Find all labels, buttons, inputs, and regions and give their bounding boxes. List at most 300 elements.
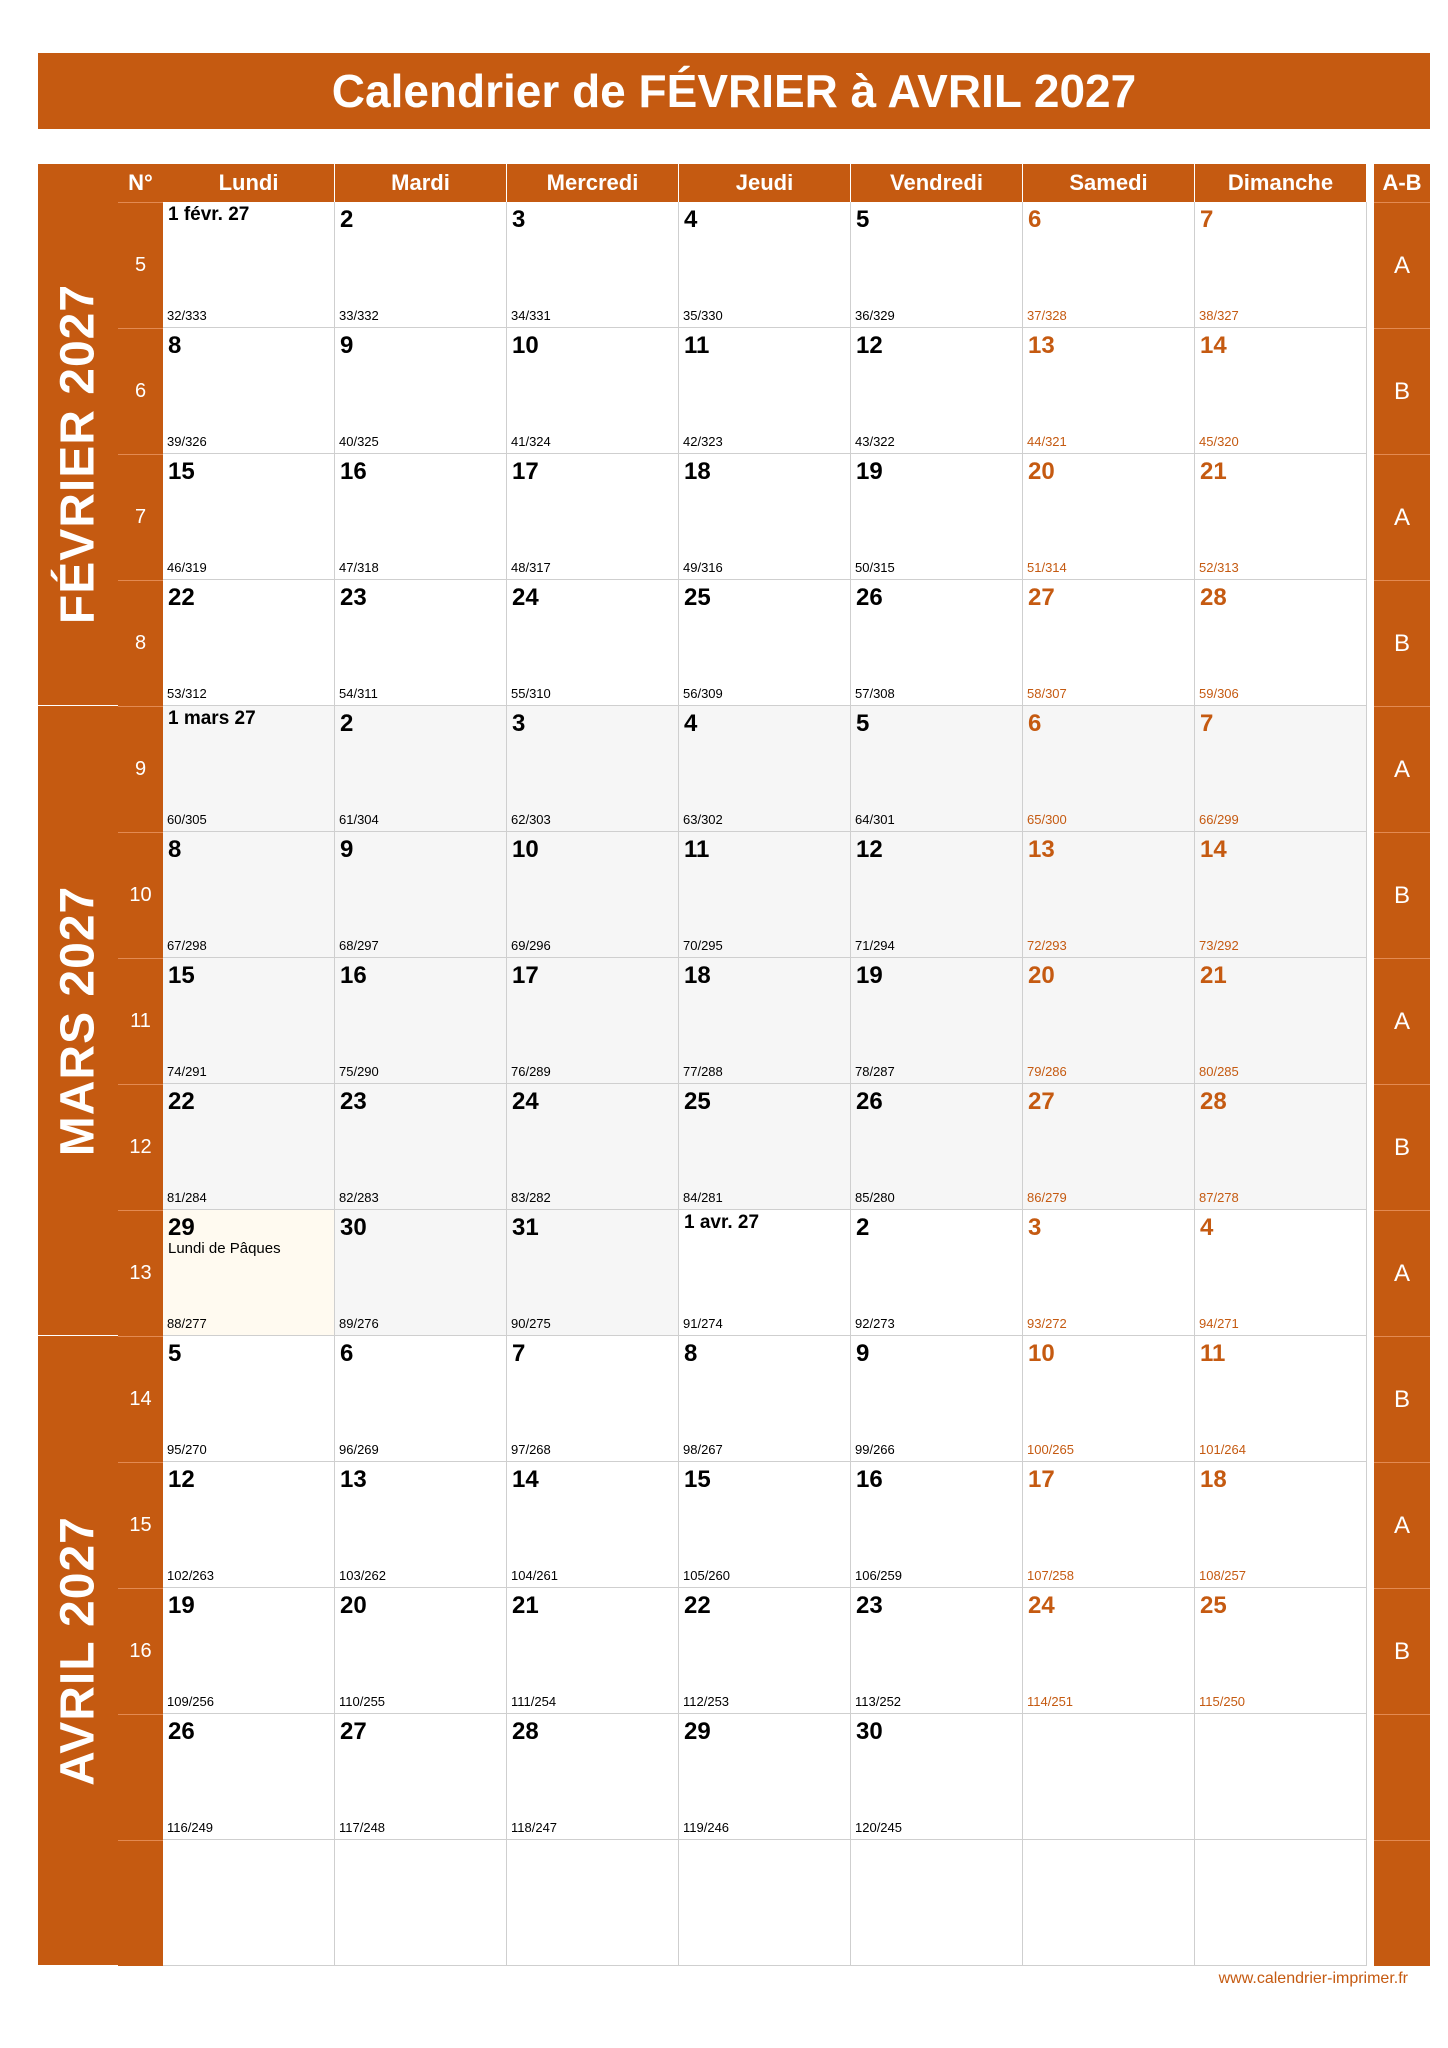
week-ab-label: B: [1374, 328, 1430, 454]
day-cell[interactable]: [679, 958, 851, 1084]
day-number: 18: [684, 458, 711, 485]
day-cell[interactable]: [1023, 1336, 1195, 1462]
day-cell[interactable]: [851, 202, 1023, 328]
day-number: 27: [1028, 1088, 1055, 1115]
day-number: 1 févr. 27: [168, 204, 250, 225]
day-of-year-count: 59/306: [1199, 686, 1239, 701]
day-cell[interactable]: [335, 580, 507, 706]
day-cell[interactable]: [163, 1336, 335, 1462]
day-cell[interactable]: [163, 1084, 335, 1210]
day-cell[interactable]: [335, 1714, 507, 1840]
day-number: 18: [684, 962, 711, 989]
day-of-year-count: 43/322: [855, 434, 895, 449]
day-number: 16: [340, 962, 367, 989]
day-cell[interactable]: [679, 1084, 851, 1210]
header-corner: [38, 164, 118, 202]
day-of-year-count: 46/319: [167, 560, 207, 575]
header-day-1: Lundi: [163, 164, 335, 202]
day-of-year-count: 58/307: [1027, 686, 1067, 701]
day-cell[interactable]: [507, 958, 679, 1084]
day-cell[interactable]: [1195, 1462, 1367, 1588]
day-number: 28: [1200, 1088, 1227, 1115]
day-of-year-count: 105/260: [683, 1568, 730, 1583]
day-cell[interactable]: [851, 328, 1023, 454]
day-cell[interactable]: [1195, 580, 1367, 706]
day-of-year-count: 35/330: [683, 308, 723, 323]
week-number: 12: [118, 1084, 163, 1210]
day-number: 6: [340, 1340, 354, 1367]
week-number: 8: [118, 580, 163, 706]
day-of-year-count: 72/293: [1027, 938, 1067, 953]
day-of-year-count: 85/280: [855, 1190, 895, 1205]
day-cell[interactable]: [335, 706, 507, 832]
day-number: 30: [340, 1214, 367, 1241]
header-day-4: Jeudi: [679, 164, 851, 202]
day-number: 24: [512, 1088, 539, 1115]
day-number: 13: [340, 1466, 367, 1493]
day-number: 22: [168, 584, 195, 611]
day-number: 14: [1200, 332, 1227, 359]
day-number: 21: [1200, 458, 1227, 485]
day-number: 6: [1028, 710, 1042, 737]
week-ab-label: B: [1374, 832, 1430, 958]
day-number: 19: [168, 1592, 195, 1619]
day-number: 29: [168, 1214, 195, 1241]
day-cell[interactable]: [679, 328, 851, 454]
day-number: 12: [168, 1466, 195, 1493]
day-number: 20: [340, 1592, 367, 1619]
day-number: 26: [168, 1718, 195, 1745]
day-cell[interactable]: [1023, 202, 1195, 328]
day-number: 1 avr. 27: [684, 1212, 760, 1233]
day-of-year-count: 62/303: [511, 812, 551, 827]
day-cell[interactable]: [1195, 1588, 1367, 1714]
day-of-year-count: 77/288: [683, 1064, 723, 1079]
day-cell[interactable]: [335, 1840, 507, 1966]
day-number: 26: [856, 584, 883, 611]
day-cell[interactable]: [335, 958, 507, 1084]
day-number: 22: [168, 1088, 195, 1115]
day-number: 7: [512, 1340, 526, 1367]
day-of-year-count: 104/261: [511, 1568, 558, 1583]
week-number: 6: [118, 328, 163, 454]
day-of-year-count: 116/249: [167, 1820, 214, 1835]
day-of-year-count: 49/316: [683, 560, 723, 575]
day-number: 3: [512, 710, 526, 737]
day-cell[interactable]: [507, 1336, 679, 1462]
day-cell[interactable]: [679, 1840, 851, 1966]
day-cell[interactable]: [1023, 1084, 1195, 1210]
week-number: 15: [118, 1462, 163, 1588]
header-day-6: Samedi: [1023, 164, 1195, 202]
day-of-year-count: 79/286: [1027, 1064, 1067, 1079]
day-of-year-count: 87/278: [1199, 1190, 1239, 1205]
day-number: 26: [856, 1088, 883, 1115]
week-ab-label: A: [1374, 958, 1430, 1084]
day-cell[interactable]: [335, 1210, 507, 1336]
day-of-year-count: 83/282: [511, 1190, 551, 1205]
day-cell[interactable]: [1195, 958, 1367, 1084]
day-number: 5: [168, 1340, 182, 1367]
day-number: 25: [684, 584, 711, 611]
day-number: 10: [512, 332, 539, 359]
day-cell[interactable]: [679, 1210, 851, 1336]
day-number: 13: [1028, 332, 1055, 359]
header-ab: A-B: [1374, 164, 1430, 202]
month-label-3: [38, 1336, 118, 1966]
day-number: 15: [168, 458, 195, 485]
day-cell[interactable]: [1023, 1588, 1195, 1714]
day-number: 24: [1028, 1592, 1055, 1619]
day-cell[interactable]: [163, 832, 335, 958]
day-number: 30: [856, 1718, 883, 1745]
day-number: 4: [684, 206, 698, 233]
day-cell[interactable]: [507, 1588, 679, 1714]
day-number: 16: [856, 1466, 883, 1493]
day-of-year-count: 51/314: [1027, 560, 1067, 575]
week-ab-label: B: [1374, 1588, 1430, 1714]
day-number: 10: [512, 836, 539, 863]
month-label-2: [38, 706, 118, 1336]
day-of-year-count: 42/323: [683, 434, 723, 449]
day-number: 14: [512, 1466, 539, 1493]
header-day-5: Vendredi: [851, 164, 1023, 202]
day-cell[interactable]: [679, 1336, 851, 1462]
day-cell[interactable]: [851, 580, 1023, 706]
day-cell[interactable]: [679, 1714, 851, 1840]
day-of-year-count: 38/327: [1199, 308, 1239, 323]
day-cell[interactable]: [507, 1084, 679, 1210]
day-of-year-count: 36/329: [855, 308, 895, 323]
day-number: 9: [340, 332, 354, 359]
day-of-year-count: 34/331: [511, 308, 551, 323]
day-number: 17: [512, 458, 539, 485]
day-of-year-count: 66/299: [1199, 812, 1239, 827]
day-of-year-count: 74/291: [167, 1064, 207, 1079]
day-of-year-count: 56/309: [683, 686, 723, 701]
week-ab-label: [1374, 1840, 1430, 1966]
day-number: 17: [512, 962, 539, 989]
day-cell[interactable]: [1195, 1840, 1367, 1966]
week-number: 13: [118, 1210, 163, 1336]
day-number: 8: [168, 332, 182, 359]
day-cell[interactable]: [1023, 1210, 1195, 1336]
week-ab-label: A: [1374, 1462, 1430, 1588]
week-ab-label: A: [1374, 454, 1430, 580]
week-number: 7: [118, 454, 163, 580]
day-of-year-count: 44/321: [1027, 434, 1067, 449]
day-cell[interactable]: [335, 1588, 507, 1714]
day-number: 19: [856, 962, 883, 989]
day-cell[interactable]: [1023, 328, 1195, 454]
day-cell[interactable]: [1195, 202, 1367, 328]
day-cell[interactable]: [1023, 1840, 1195, 1966]
header-day-3: Mercredi: [507, 164, 679, 202]
day-of-year-count: 48/317: [511, 560, 551, 575]
day-cell[interactable]: [1195, 832, 1367, 958]
day-cell[interactable]: [163, 202, 335, 328]
week-ab-label: A: [1374, 706, 1430, 832]
day-of-year-count: 100/265: [1027, 1442, 1074, 1457]
day-cell[interactable]: [1195, 1084, 1367, 1210]
week-number: 9: [118, 706, 163, 832]
day-cell[interactable]: [163, 958, 335, 1084]
day-of-year-count: 99/266: [855, 1442, 895, 1457]
day-of-year-count: 32/333: [167, 308, 207, 323]
day-of-year-count: 120/245: [855, 1820, 902, 1835]
day-number: 24: [512, 584, 539, 611]
day-cell[interactable]: [163, 1210, 335, 1336]
day-of-year-count: 64/301: [855, 812, 895, 827]
day-of-year-count: 70/295: [683, 938, 723, 953]
day-of-year-count: 92/273: [855, 1316, 895, 1331]
day-cell[interactable]: [851, 958, 1023, 1084]
day-of-year-count: 111/254: [511, 1694, 557, 1709]
day-of-year-count: 41/324: [511, 434, 551, 449]
day-of-year-count: 110/255: [339, 1694, 386, 1709]
day-of-year-count: 78/287: [855, 1064, 895, 1079]
day-cell[interactable]: [1023, 1462, 1195, 1588]
day-cell[interactable]: [335, 832, 507, 958]
day-number: 25: [1200, 1592, 1227, 1619]
day-cell[interactable]: [679, 706, 851, 832]
day-of-year-count: 55/310: [511, 686, 551, 701]
day-cell[interactable]: [507, 832, 679, 958]
day-of-year-count: 95/270: [167, 1442, 207, 1457]
day-number: 27: [1028, 584, 1055, 611]
day-of-year-count: 97/268: [511, 1442, 551, 1457]
day-cell[interactable]: [851, 1840, 1023, 1966]
day-of-year-count: 67/298: [167, 938, 207, 953]
day-of-year-count: 71/294: [855, 938, 895, 953]
day-cell[interactable]: [679, 1588, 851, 1714]
day-of-year-count: 65/300: [1027, 812, 1067, 827]
day-of-year-count: 103/262: [339, 1568, 386, 1583]
day-cell[interactable]: [335, 1084, 507, 1210]
day-cell[interactable]: [1023, 1714, 1195, 1840]
day-cell[interactable]: [1195, 706, 1367, 832]
day-of-year-count: 82/283: [339, 1190, 379, 1205]
day-cell[interactable]: [851, 1084, 1023, 1210]
day-of-year-count: 63/302: [683, 812, 723, 827]
day-of-year-count: 118/247: [511, 1820, 558, 1835]
day-number: 17: [1028, 1466, 1055, 1493]
day-cell[interactable]: [163, 1462, 335, 1588]
day-cell[interactable]: [679, 1462, 851, 1588]
day-cell[interactable]: [335, 1336, 507, 1462]
day-cell[interactable]: [1195, 1714, 1367, 1840]
day-cell[interactable]: [163, 1588, 335, 1714]
day-of-year-count: 86/279: [1027, 1190, 1067, 1205]
day-of-year-count: 113/252: [855, 1694, 902, 1709]
day-number: 22: [684, 1592, 711, 1619]
week-number: [118, 1840, 163, 1966]
week-ab-label: B: [1374, 1084, 1430, 1210]
day-cell[interactable]: [163, 328, 335, 454]
day-cell[interactable]: [163, 580, 335, 706]
day-of-year-count: 80/285: [1199, 1064, 1239, 1079]
day-number: 12: [856, 332, 883, 359]
day-number: 11: [1200, 1340, 1226, 1367]
month-label-1: [38, 202, 118, 706]
day-number: 20: [1028, 962, 1055, 989]
day-of-year-count: 81/284: [167, 1190, 207, 1205]
day-cell[interactable]: [335, 202, 507, 328]
day-of-year-count: 96/269: [339, 1442, 379, 1457]
day-cell[interactable]: [1023, 580, 1195, 706]
day-number: 20: [1028, 458, 1055, 485]
week-ab-label: B: [1374, 580, 1430, 706]
month-name: MARS 2027: [51, 885, 105, 1156]
day-number: 2: [856, 1214, 870, 1241]
day-of-year-count: 40/325: [339, 434, 379, 449]
day-cell[interactable]: [507, 706, 679, 832]
day-cell[interactable]: [1195, 328, 1367, 454]
day-cell[interactable]: [851, 1210, 1023, 1336]
header-week-number: N°: [118, 164, 163, 202]
day-cell[interactable]: [851, 1336, 1023, 1462]
day-cell[interactable]: [1023, 958, 1195, 1084]
day-number: 5: [856, 206, 870, 233]
day-cell[interactable]: [507, 1840, 679, 1966]
day-of-year-count: 53/312: [167, 686, 207, 701]
month-name: AVRIL 2027: [51, 1515, 105, 1786]
day-of-year-count: 76/289: [511, 1064, 551, 1079]
week-number: 14: [118, 1336, 163, 1462]
day-of-year-count: 45/320: [1199, 434, 1239, 449]
day-number: 11: [684, 332, 710, 359]
day-of-year-count: 52/313: [1199, 560, 1239, 575]
day-of-year-count: 37/328: [1027, 308, 1067, 323]
day-cell[interactable]: [1023, 832, 1195, 958]
day-cell[interactable]: [335, 454, 507, 580]
day-number: 12: [856, 836, 883, 863]
day-number: 5: [856, 710, 870, 737]
day-number: 31: [512, 1214, 539, 1241]
day-number: 21: [512, 1592, 539, 1619]
week-number: 11: [118, 958, 163, 1084]
day-number: 6: [1028, 206, 1042, 233]
day-cell[interactable]: [1023, 454, 1195, 580]
day-number: 25: [684, 1088, 711, 1115]
day-of-year-count: 90/275: [511, 1316, 551, 1331]
day-cell[interactable]: [679, 454, 851, 580]
day-of-year-count: 60/305: [167, 812, 207, 827]
day-of-year-count: 117/248: [339, 1820, 386, 1835]
day-number: 10: [1028, 1340, 1055, 1367]
day-cell[interactable]: [507, 580, 679, 706]
day-cell[interactable]: [1195, 1336, 1367, 1462]
day-number: 4: [684, 710, 698, 737]
day-number: 9: [856, 1340, 870, 1367]
day-number: 23: [856, 1592, 883, 1619]
day-number: 28: [1200, 584, 1227, 611]
day-of-year-count: 84/281: [683, 1190, 723, 1205]
day-number: 3: [512, 206, 526, 233]
day-cell[interactable]: [851, 454, 1023, 580]
week-ab-label: A: [1374, 202, 1430, 328]
day-number: 7: [1200, 206, 1214, 233]
day-cell[interactable]: [1195, 454, 1367, 580]
day-number: 1 mars 27: [168, 708, 256, 729]
day-number: 9: [340, 836, 354, 863]
day-cell[interactable]: [163, 706, 335, 832]
day-number: 14: [1200, 836, 1227, 863]
day-cell[interactable]: [507, 328, 679, 454]
day-of-year-count: 33/332: [339, 308, 379, 323]
day-cell[interactable]: [851, 1714, 1023, 1840]
day-of-year-count: 68/297: [339, 938, 379, 953]
day-cell[interactable]: [163, 454, 335, 580]
day-cell[interactable]: [1023, 706, 1195, 832]
day-cell[interactable]: [507, 1210, 679, 1336]
day-of-year-count: 61/304: [339, 812, 379, 827]
day-cell[interactable]: [163, 1840, 335, 1966]
week-ab-label: B: [1374, 1336, 1430, 1462]
week-ab-label: A: [1374, 1210, 1430, 1336]
calendar-title: Calendrier de FÉVRIER à AVRIL 2027: [38, 53, 1430, 129]
day-number: 28: [512, 1718, 539, 1745]
day-of-year-count: 109/256: [167, 1694, 214, 1709]
day-cell[interactable]: [851, 1462, 1023, 1588]
day-cell[interactable]: [851, 1588, 1023, 1714]
day-number: 15: [684, 1466, 711, 1493]
week-number: 16: [118, 1588, 163, 1714]
day-number: 11: [684, 836, 710, 863]
day-cell[interactable]: [335, 1462, 507, 1588]
week-number: [118, 1714, 163, 1840]
day-of-year-count: 114/251: [1027, 1694, 1074, 1709]
week-number: 10: [118, 832, 163, 958]
day-cell[interactable]: [851, 706, 1023, 832]
day-cell[interactable]: [335, 328, 507, 454]
day-of-year-count: 108/257: [1199, 1568, 1246, 1583]
holiday-label: Lundi de Pâques: [168, 1240, 281, 1257]
day-cell[interactable]: [1195, 1210, 1367, 1336]
day-cell[interactable]: [679, 580, 851, 706]
day-number: 23: [340, 584, 367, 611]
day-of-year-count: 107/258: [1027, 1568, 1074, 1583]
day-of-year-count: 47/318: [339, 560, 379, 575]
day-number: 8: [168, 836, 182, 863]
day-cell[interactable]: [679, 832, 851, 958]
day-cell[interactable]: [679, 202, 851, 328]
day-number: 2: [340, 710, 354, 737]
day-of-year-count: 102/263: [167, 1568, 214, 1583]
day-of-year-count: 101/264: [1199, 1442, 1246, 1457]
day-number: 3: [1028, 1214, 1042, 1241]
day-number: 18: [1200, 1466, 1227, 1493]
day-of-year-count: 115/250: [1199, 1694, 1246, 1709]
footer-url[interactable]: www.calendrier-imprimer.fr: [1218, 1970, 1408, 1987]
day-cell[interactable]: [507, 1462, 679, 1588]
day-cell[interactable]: [163, 1714, 335, 1840]
day-number: 15: [168, 962, 195, 989]
day-cell[interactable]: [851, 832, 1023, 958]
day-cell[interactable]: [507, 1714, 679, 1840]
day-of-year-count: 69/296: [511, 938, 551, 953]
day-of-year-count: 93/272: [1027, 1316, 1067, 1331]
day-number: 2: [340, 206, 354, 233]
day-number: 29: [684, 1718, 711, 1745]
week-ab-label: [1374, 1714, 1430, 1840]
day-of-year-count: 98/267: [683, 1442, 723, 1457]
day-of-year-count: 91/274: [683, 1316, 723, 1331]
day-cell[interactable]: [507, 202, 679, 328]
day-number: 19: [856, 458, 883, 485]
day-cell[interactable]: [507, 454, 679, 580]
day-number: 21: [1200, 962, 1227, 989]
